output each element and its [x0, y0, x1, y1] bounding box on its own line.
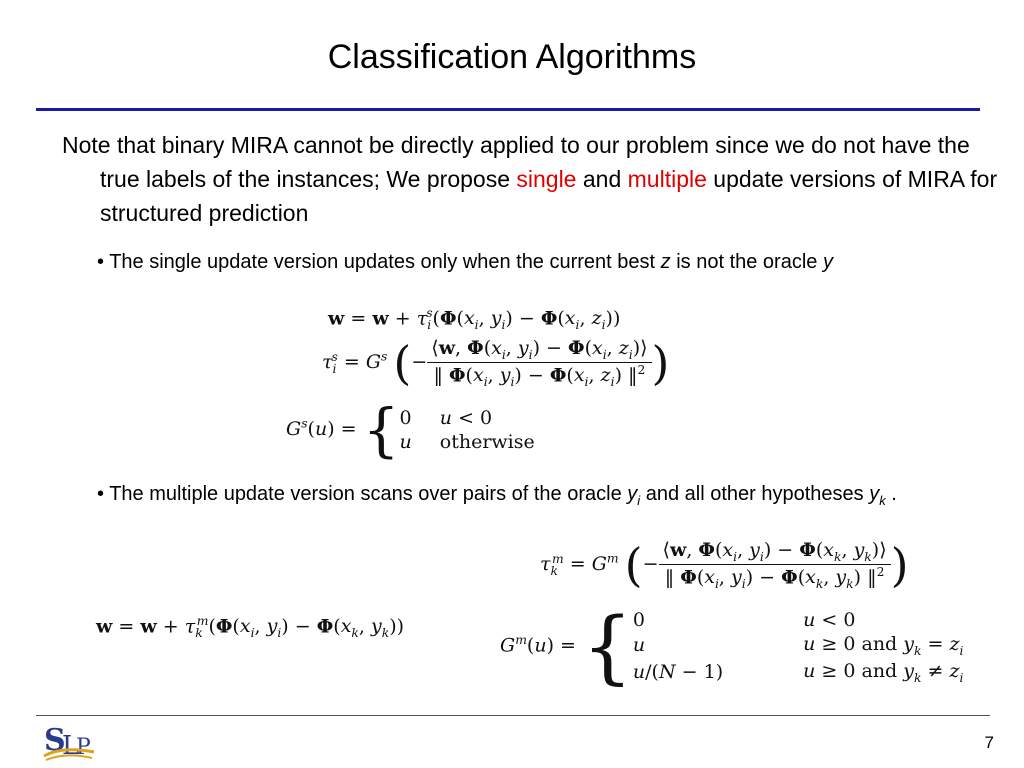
bullet-multiple-update [97, 480, 927, 515]
intro-paragraph [62, 128, 1000, 230]
title-divider [36, 108, 980, 111]
highlight-single: single [516, 166, 577, 192]
bullet2-prefix: • The multiple update version scans over pairs of the oracle [97, 483, 628, 505]
intro-text-and: and [576, 166, 628, 192]
bullet1-z: z [660, 251, 671, 273]
equation-weight-update-multiple: $w = w + \tau_k^m(\Phi(x_i$, $y_i) - \Phi(x_k$, $y_k$)) [96, 614, 405, 641]
bullet-single-update [97, 248, 927, 277]
svg-text:P: P [76, 735, 91, 760]
footer-divider [36, 715, 990, 716]
slide-title: Classification Algorithms [327, 38, 697, 76]
bullet2-middle: and all other hypotheses [640, 483, 870, 505]
slp-logo [42, 722, 98, 767]
slp-logo-icon [42, 722, 98, 762]
svg-text:L: L [62, 731, 80, 761]
svg-text:S: S [44, 723, 66, 758]
bullet2-yi: $y_i$ [627, 483, 641, 508]
page-number: 7 [984, 733, 994, 752]
highlight-multiple: multiple [627, 166, 707, 192]
bullet2-suffix: . [885, 483, 897, 505]
equation-G-single: $G^s(u)$ = { 0 u < 0 u otherwise [286, 396, 535, 464]
intro-text-1: Note that binary MIRA cannot be directly applied to our problem since we do not have the true labels of the instances; We propose [62, 132, 970, 192]
bullet2-yk: $y_k$ [869, 483, 886, 508]
equation-weight-update-single: $w = w + \tau_i^s(\Phi(x_i$, $y_i) - \Phi(x_i$, $z_i$)) [328, 306, 621, 333]
equation-tau-multiple: $\tau_k^m = G^m$ (− $\frac{⟨w, \Phi(x_i, y_i) - \Phi(x_k, y_k)⟩}{‖ \Phi(x_i, y_i) - \Phi(x_k, y_k) ‖^2}$ ) [540, 538, 909, 592]
bullet1-middle: is not the oracle [670, 251, 823, 273]
equation-tau-single: $\tau_i^s = G^s$ (− $\frac{⟨w, \Phi(x_i, y_i) - \Phi(x_i, z_i)⟩}{‖ \Phi(x_i, y_i) - \Phi(x_i, z_i) ‖^2}$ ) [322, 336, 670, 390]
intro-text-2: update versions of MIRA for structured prediction [100, 166, 998, 226]
equation-G-multiple: $G^m(u)$ = { 0 u < 0 u u ≥ 0 and $y_k = z_i$ u/(N − 1) u ≥ 0 and $y_k \ne z_i$ [500, 600, 964, 693]
bullet1-y: y [822, 251, 833, 273]
bullet1-prefix: • The single update version updates only when the current best [97, 251, 661, 273]
